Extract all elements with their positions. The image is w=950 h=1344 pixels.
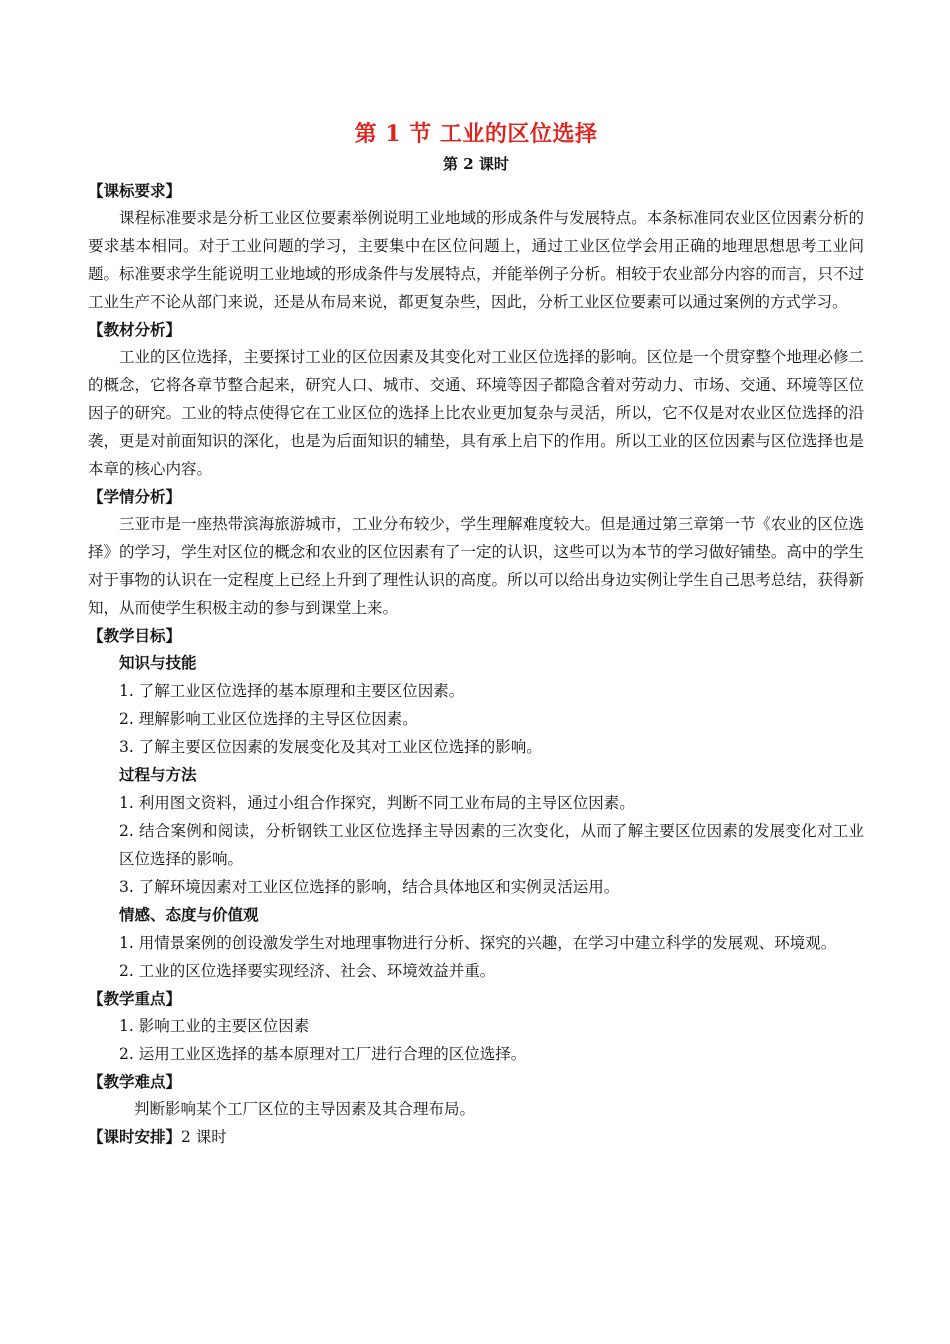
goal-item: 2. 结合案例和阅读，分析钢铁工业区位选择主导因素的三次变化，从而了解主要区位因素的发展变化对工业区位选择的影响。 [119,822,864,868]
goal-item: 1. 用情景案例的创设激发学生对地理事物进行分析、探究的兴趣，在学习中建立科学的发展观、环境观。 [119,934,837,952]
goal-group-label-knowledge: 知识与技能 [119,653,197,672]
goal-item: 3. 了解主要区位因素的发展变化及其对工业区位选择的影响。 [119,738,542,756]
section-body-nandian: 判断影响某个工厂区位的主导因素及其合理布局。 [134,1100,476,1118]
section-body-jiaocai: 工业的区位选择，主要探讨工业的区位因素及其变化对工业区位选择的影响。区位是一个贯穿整个地理必修二的概念，它将各章节整合起来，研究人口、城市、交通、环境等因子都隐含着对劳动力、市场、交通、环境等区位因子的研究。工业的特点使得它在工业区位的选择上比农业更加复杂与灵活，所以，它不仅是对农业区位选择的沿袭，更是对前面知识的深化，也是为后面知识的辅垫，具有承上启下的作用。所以工业的区位因素与区位选择也是本章的核心内容。 [88,348,864,478]
class-hours-value: 2 课时 [181,1128,227,1146]
section-heading-kebiao: 【课标要求】 [88,181,182,200]
keypoint-item: 1. 影响工业的主要区位因素 [119,1017,310,1035]
section-body-kebiao: 课程标准要求是分析工业区位要素举例说明工业地域的形成条件与发展特点。本条标准同农业区位因素分析的要求基本相同。对于工业问题的学习，主要集中在区位问题上，通过工业区位学会用正确的地理思想思考工业问题。标准要求学生能说明工业地域的形成条件与发展特点，并能举例子分析。相较于农业部分内容的而言，只不过工业生产不论从部门来说，还是从布局来说，都更复杂些，因此，分析工业区位要素可以通过案例的方式学习。 [88,209,864,311]
goal-item: 2. 工业的区位选择要实现经济、社会、环境效益并重。 [119,962,496,980]
section-heading-jiaocai: 【教材分析】 [88,320,182,339]
document-title: 第 1 节 工业的区位选择 [354,121,598,147]
section-heading-zhongdian: 【教学重点】 [88,989,182,1008]
goal-item: 1. 了解工业区位选择的基本原理和主要区位因素。 [119,682,465,700]
goal-group-label-attitude: 情感、态度与价值观 [119,905,259,924]
document-page [88,118,864,1151]
section-heading-mubiao: 【教学目标】 [88,626,182,645]
section-row-keshi [88,1123,864,1151]
section-heading-keshi: 【课时安排】 [88,1127,182,1146]
goal-item: 3. 了解环境因素对工业区位选择的影响，结合具体地区和实例灵活运用。 [119,878,620,896]
keypoint-item: 2. 运用工业区选择的基本原理对工厂进行合理的区位选择。 [119,1045,527,1063]
goal-item: 1. 利用图文资料，通过小组合作探究，判断不同工业布局的主导区位因素。 [119,794,635,812]
section-heading-nandian: 【教学难点】 [88,1072,182,1091]
section-heading-xueqing: 【学情分析】 [88,487,182,506]
goal-group-label-process: 过程与方法 [119,765,197,784]
goal-item: 2. 理解影响工业区位选择的主导区位因素。 [119,710,418,728]
document-subtitle: 第 2 课时 [443,155,509,173]
section-body-xueqing: 三亚市是一座热带滨海旅游城市，工业分布较少，学生理解难度较大。但是通过第三章第一节《农业的区位选择》的学习，学生对区位的概念和农业的区位因素有了一定的认识，这些可以为本节的学习做好铺垫。高中的学生对于事物的认识在一定程度上已经上升到了理性认识的高度。所以可以给出身边实例让学生自己思考总结，获得新知，从而使学生积极主动的参与到课堂上来。 [88,515,864,617]
